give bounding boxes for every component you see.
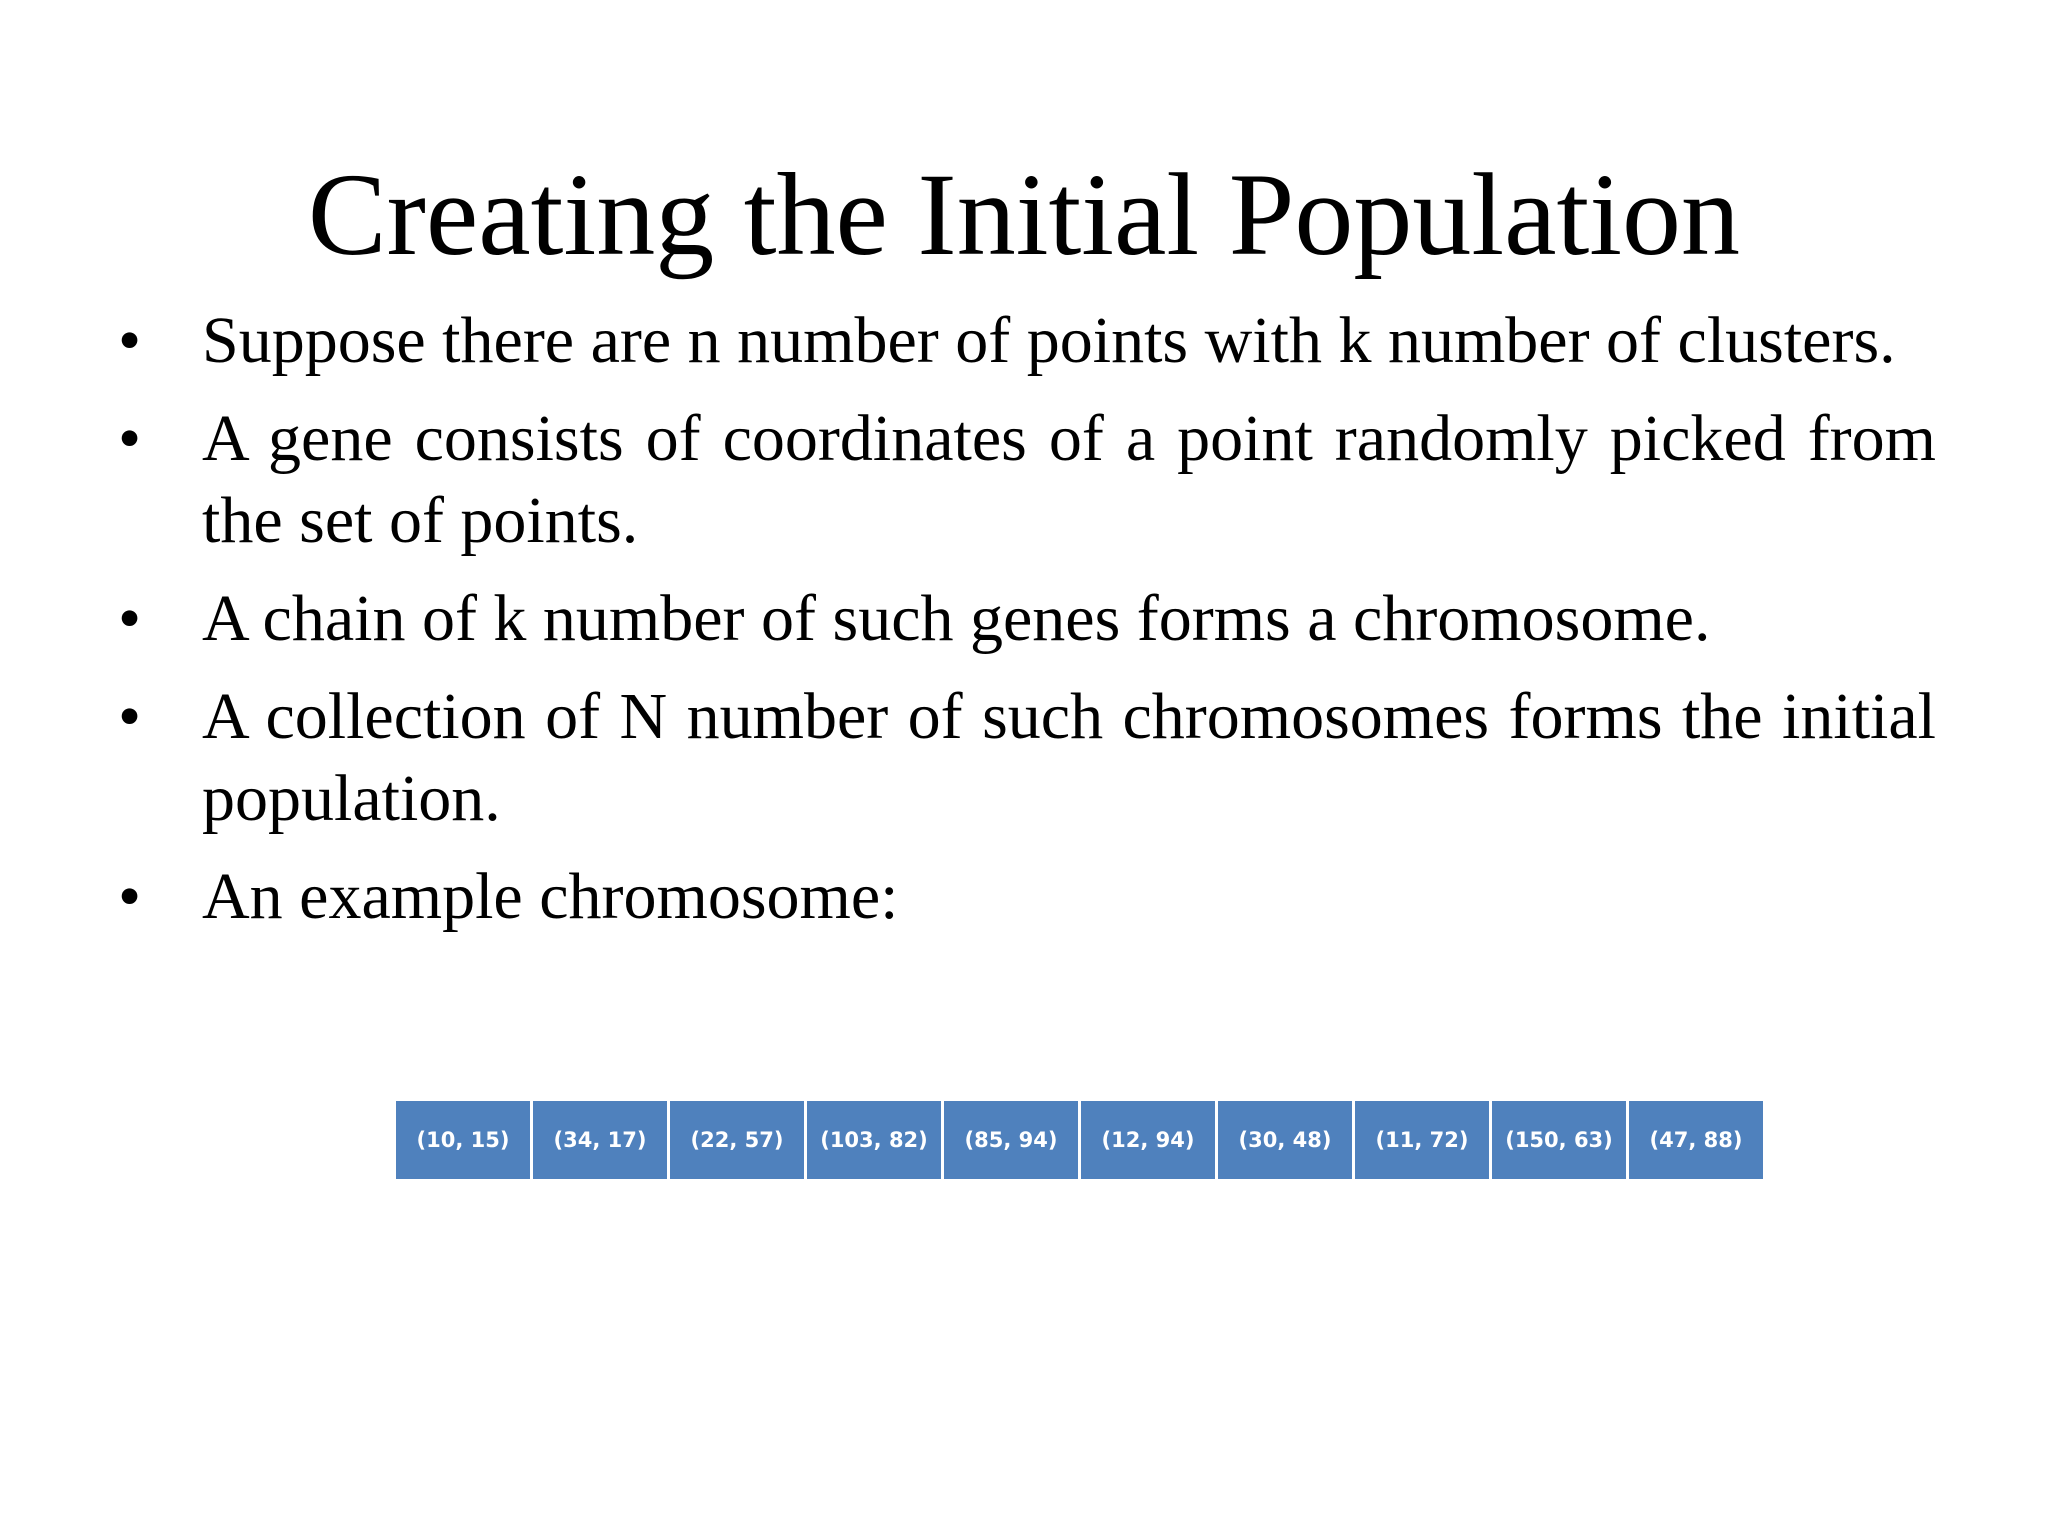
bullet-text: Suppose there are n number of points with k number of clusters. <box>202 304 1896 377</box>
gene-cell: (22, 57) <box>670 1101 804 1179</box>
gene-cell: (11, 72) <box>1355 1101 1489 1179</box>
gene-cell: (103, 82) <box>807 1101 941 1179</box>
bullet-marker: • <box>118 304 142 377</box>
bullet-text: A gene consists of coordinates of a point randomly picked from the set of points. <box>202 402 1936 557</box>
bullet-text: A chain of k number of such genes forms a chromosome. <box>202 582 1711 655</box>
gene-cell: (150, 63) <box>1492 1101 1626 1179</box>
bullet-marker: • <box>118 860 142 933</box>
gene-cell: (30, 48) <box>1218 1101 1352 1179</box>
gene-cell: (12, 94) <box>1081 1101 1215 1179</box>
bullet-item <box>118 856 1936 938</box>
bullet-item <box>118 300 1936 382</box>
gene-cell: (10, 15) <box>396 1101 530 1179</box>
bullet-text: A collection of N number of such chromosomes forms the initial population. <box>202 680 1936 835</box>
bullet-item <box>118 676 1936 840</box>
bullet-marker: • <box>118 402 142 475</box>
bullet-text: An example chromosome: <box>202 860 899 933</box>
example-chromosome <box>396 1101 1763 1179</box>
bullet-marker: • <box>118 582 142 655</box>
gene-cell: (47, 88) <box>1629 1101 1763 1179</box>
gene-cell: (34, 17) <box>533 1101 667 1179</box>
gene-cell: (85, 94) <box>944 1101 1078 1179</box>
bullet-item <box>118 398 1936 562</box>
bullet-list <box>118 300 1936 954</box>
bullet-item <box>118 578 1936 660</box>
slide-title: Creating the Initial Population <box>307 149 1741 280</box>
bullet-marker: • <box>118 680 142 753</box>
